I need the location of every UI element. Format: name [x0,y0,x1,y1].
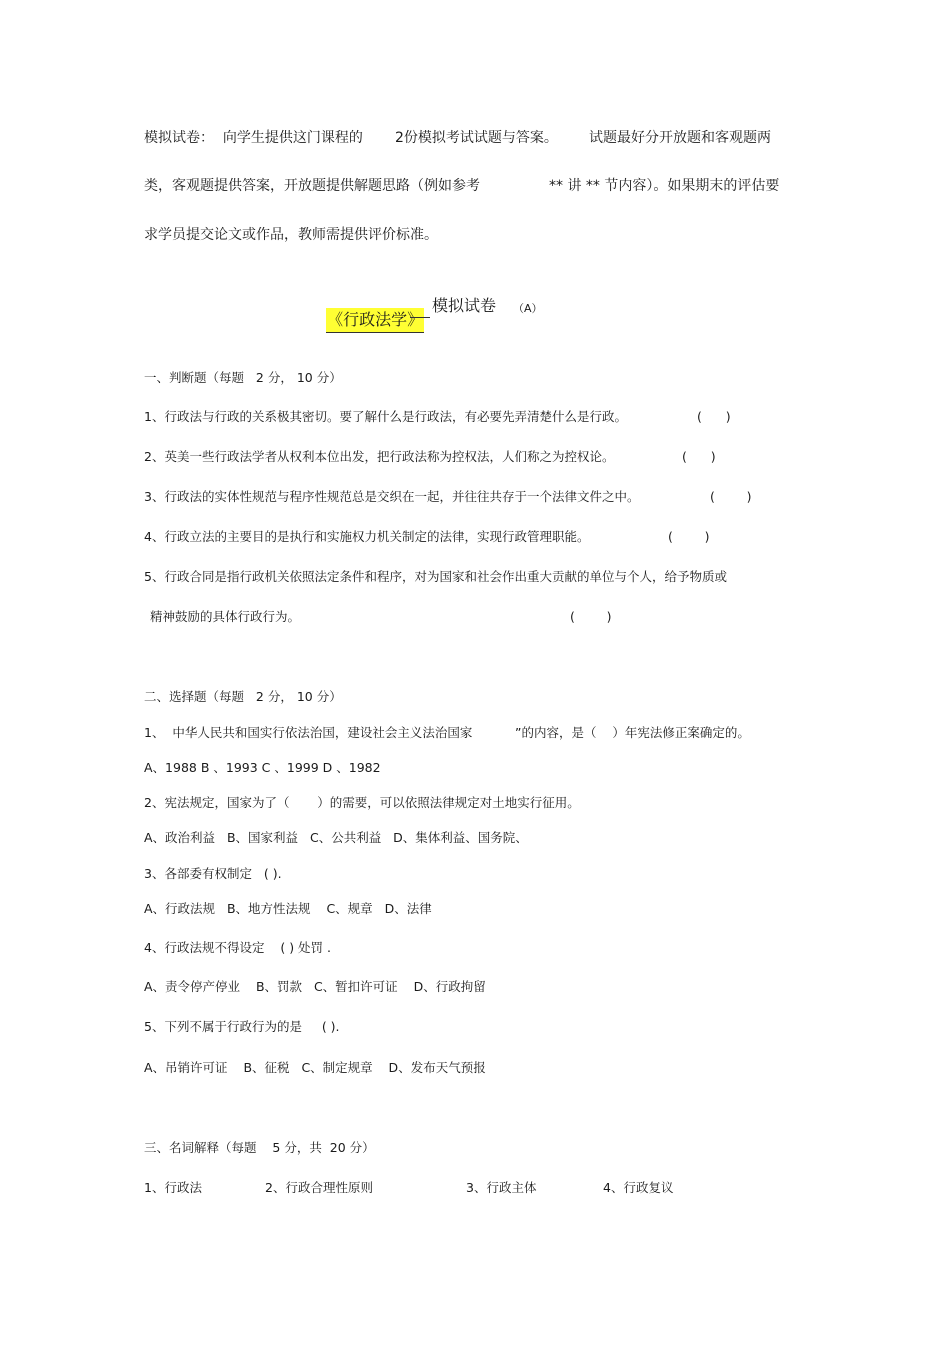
intro-line1-c: 试题最好分开放题和客观题两 [589,130,771,146]
s1-q1-answer-paren: ( ) [697,409,731,424]
title-underline [410,317,430,318]
s1-q2-answer-paren: ( ) [682,449,716,464]
intro-line1-b: 2份模拟考试试题与答案。 [395,130,558,146]
s3-term4: 4、行政复议 [603,1180,674,1195]
title-exam: 模拟试卷 [432,296,497,315]
s2-q2-options: A、政治利益 B、国家利益 C、公共利益 D、集体利益、国务院、 [144,830,528,845]
s3-term3: 3、行政主体 [466,1180,537,1195]
s2-q5-options: A、吊销许可证 B、征税 C、制定规章 D、发布天气预报 [144,1060,486,1075]
s1-q5-answer-paren: ( ) [570,609,612,624]
section2-header: 二、选择题（每题 2 分， 10 分） [144,689,342,704]
s3-term2: 2、行政合理性原则 [265,1180,373,1195]
s1-q2: 2、英美一些行政法学者从权利本位出发，把行政法称为控权法，人们称之为控权论。 [144,449,615,464]
s1-q5-line1: 5、行政合同是指行政机关依照法定条件和程序，对为国家和社会作出重大贡献的单位与个人，给予物质或 [144,569,727,584]
course-name: 《行政法学》 [326,308,424,333]
intro-line2-a: 类，客观题提供答案，开放题提供解题思路（例如参考 [144,178,480,194]
intro-line2-b: ** 讲 ** 节内容）。如果期末的评估要 [549,178,780,194]
s1-q3-answer-paren: ( ) [710,489,752,504]
s2-q3: 3、各部委有权制定 ( ). [144,866,282,881]
section3-header: 三、名词解释（每题 5 分，共 20 分） [144,1140,375,1155]
s1-q3: 3、行政法的实体性规范与程序性规范总是交织在一起，并往往共存于一个法律文件之中。 [144,489,640,504]
section1-header: 一、判断题（每题 2 分， 10 分） [144,370,342,385]
s2-q1-part2: ”的内容，是（ ）年宪法修正案确定的。 [515,725,750,740]
s2-q2: 2、宪法规定，国家为了（ ）的需要，可以依照法律规定对土地实行征用。 [144,795,580,810]
s1-q1: 1、行政法与行政的关系极其密切。要了解什么是行政法，有必要先弄清楚什么是行政。 [144,409,627,424]
intro-line3: 求学员提交论文或作品，教师需提供评价标准。 [144,227,438,243]
s2-q1-part1: 1、 中华人民共和国实行依法治国，建设社会主义法治国家 [144,725,473,740]
intro-line1-a: 模拟试卷： 向学生提供这门课程的 [144,130,363,146]
title-version: （A） [513,302,543,315]
s3-term1: 1、行政法 [144,1180,202,1195]
s2-q4: 4、行政法规不得设定 ( ) 处罚 . [144,940,331,955]
s2-q1-options: A、1988 B 、1993 C 、1999 D 、1982 [144,760,381,775]
s2-q5: 5、下列不属于行政行为的是 ( ). [144,1019,340,1034]
page-title [316,296,424,328]
s1-q5-line2: 精神鼓励的具体行政行为。 [150,609,301,624]
s1-q4-answer-paren: ( ) [668,529,710,544]
s1-q4: 4、行政立法的主要目的是执行和实施权力机关制定的法律，实现行政管理职能。 [144,529,590,544]
s2-q3-options: A、行政法规 B、地方性法规 C、规章 D、法律 [144,901,432,916]
s2-q4-options: A、责令停产停业 B、罚款 C、暂扣许可证 D、行政拘留 [144,979,486,994]
